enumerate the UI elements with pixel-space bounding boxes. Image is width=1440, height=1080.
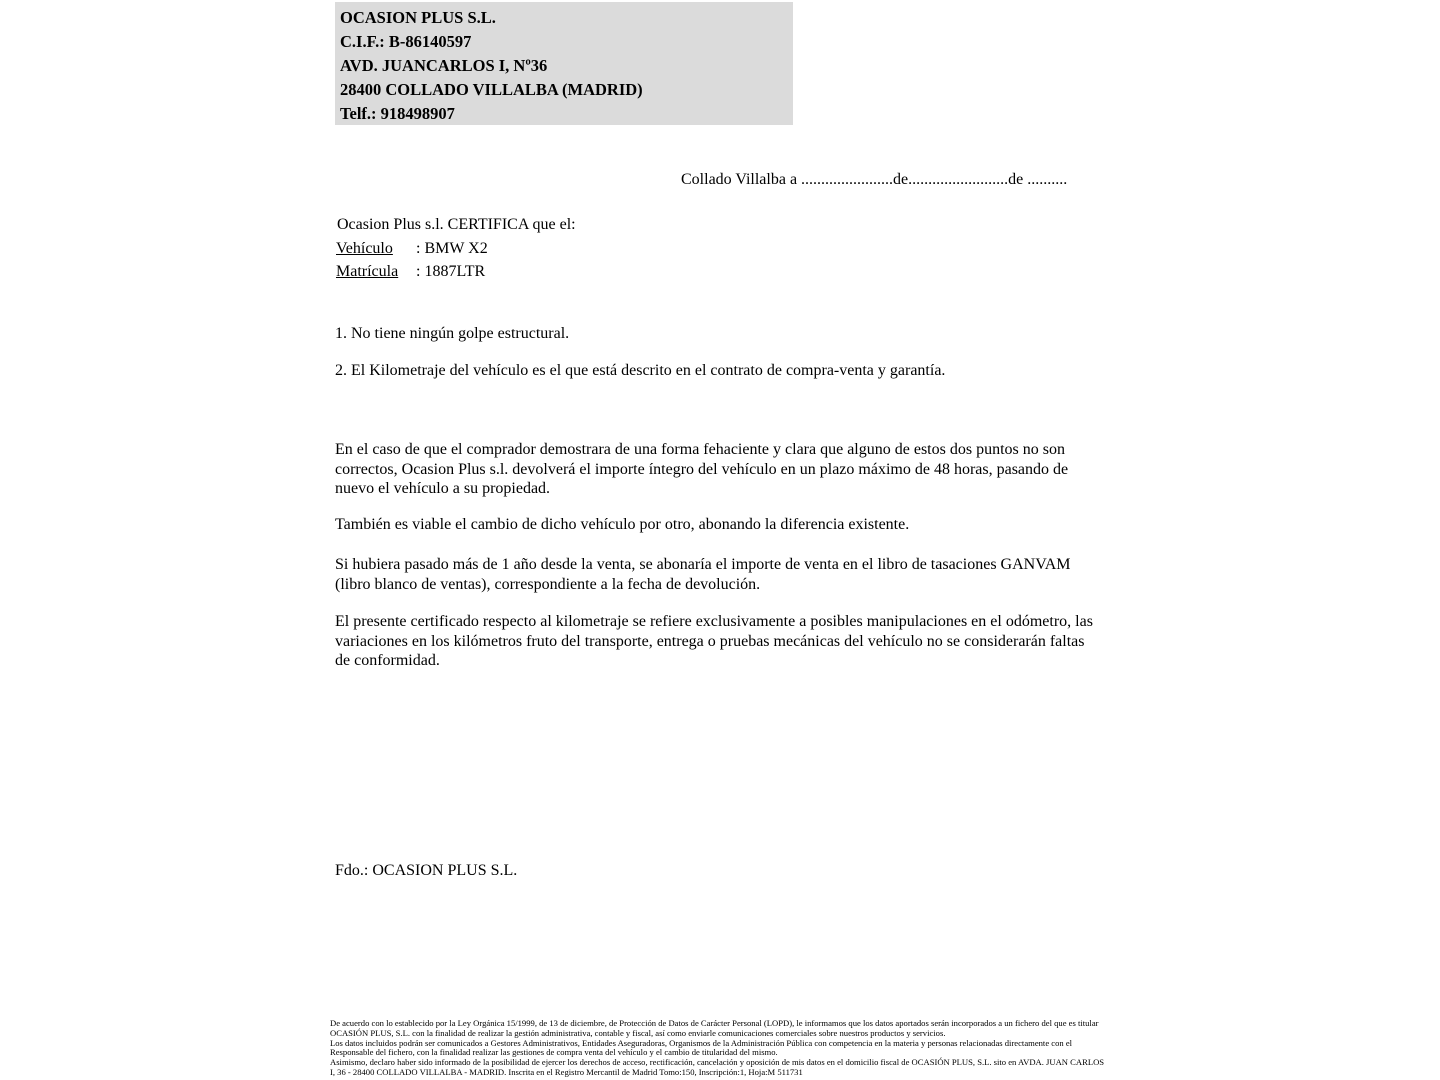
company-city: 28400 COLLADO VILLALBA (MADRID) bbox=[340, 80, 643, 99]
point-1: 1. No tiene ningún golpe estructural. bbox=[335, 325, 570, 342]
plate-line bbox=[336, 263, 485, 281]
date-line: Collado Villalba a .......................de.........................de .......... bbox=[681, 171, 1068, 188]
paragraph-odometer: El presente certificado respecto al kilometraje se refiere exclusivamente a posibles manipulaciones en el odómetro, las variaciones en los kilómetros fruto del transporte, entrega o pruebas mecánicas del vehículo no se considerarán faltas de conformidad. bbox=[335, 613, 1093, 669]
legal-footer bbox=[330, 1019, 1105, 1078]
paragraph-exchange: También es viable el cambio de dicho vehículo por otro, abonando la diferencia existente. bbox=[335, 516, 910, 533]
point-2: 2. El Kilometraje del vehículo es el que está descrito en el contrato de compra-venta y garantía. bbox=[335, 362, 946, 379]
company-phone: Telf.: 918498907 bbox=[340, 104, 455, 123]
signature-line: Fdo.: OCASION PLUS S.L. bbox=[335, 862, 518, 879]
vehicle-label: Vehículo bbox=[336, 240, 393, 257]
legal-footer-paragraph-3: Asimismo, declaro haber sido informado de la posibilidad de ejercer los derechos de acceso, rectificación, cancelación y oposición de mis datos en el domicilio fiscal de OCASIÓN PLUS, S.L. sito en AVDA. JUAN CARLOS I, 36 - 28400 COLLADO VILLALBA - MADRID. Inscrita en el Registro Mercantil de Madrid Tomo:150, Inscripción:1, Hoja:M 511731 bbox=[330, 1057, 1105, 1077]
company-header-box bbox=[335, 2, 793, 125]
vehicle-line bbox=[336, 240, 488, 258]
legal-footer-paragraph-2: Los datos incluidos podrán ser comunicados a Gestores Administrativos, Entidades Aseguradoras, Organismos de la Administración Pública con competencia en la materia y personas relacionadas directamente con el Responsable del fichero, con la finalidad realizar las gestiones de compra venta del vehículo y el cambio de titularidad del mismo. bbox=[330, 1037, 1073, 1058]
company-cif: C.I.F.: B-86140597 bbox=[340, 32, 472, 51]
vehicle-value: : BMW X2 bbox=[416, 240, 488, 257]
company-address: AVD. JUANCARLOS I, Nº36 bbox=[340, 56, 548, 75]
company-name: OCASION PLUS S.L. bbox=[340, 8, 496, 27]
paragraph-refund: En el caso de que el comprador demostrara de una forma fehaciente y clara que alguno de estos dos puntos no son correctos, Ocasion Plus s.l. devolverá el importe íntegro del vehículo en un plazo máximo de 48 horas, pasando de nuevo el vehículo a su propiedad. bbox=[335, 441, 1069, 497]
plate-label: Matrícula bbox=[336, 263, 399, 280]
plate-value: : 1887LTR bbox=[416, 263, 486, 280]
paragraph-ganvam: Si hubiera pasado más de 1 año desde la venta, se abonaría el importe de venta en el libro de tasaciones GANVAM (libro blanco de ventas), correspondiente a la fecha de devolución. bbox=[335, 556, 1071, 593]
certifies-intro: Ocasion Plus s.l. CERTIFICA que el: bbox=[337, 216, 576, 233]
legal-footer-paragraph-1: De acuerdo con lo establecido por la Ley Orgánica 15/1999, de 13 de diciembre, de Protección de Datos de Carácter Personal (LOPD), le informamos que los datos aportados serán incorporados a un fichero del que es titular OCASIÓN PLUS, S.L. con la finalidad de realizar la gestión administrativa, contable y fiscal, así como enviarle comunicaciones comerciales sobre nuestros productos y servicios. bbox=[330, 1018, 1099, 1038]
